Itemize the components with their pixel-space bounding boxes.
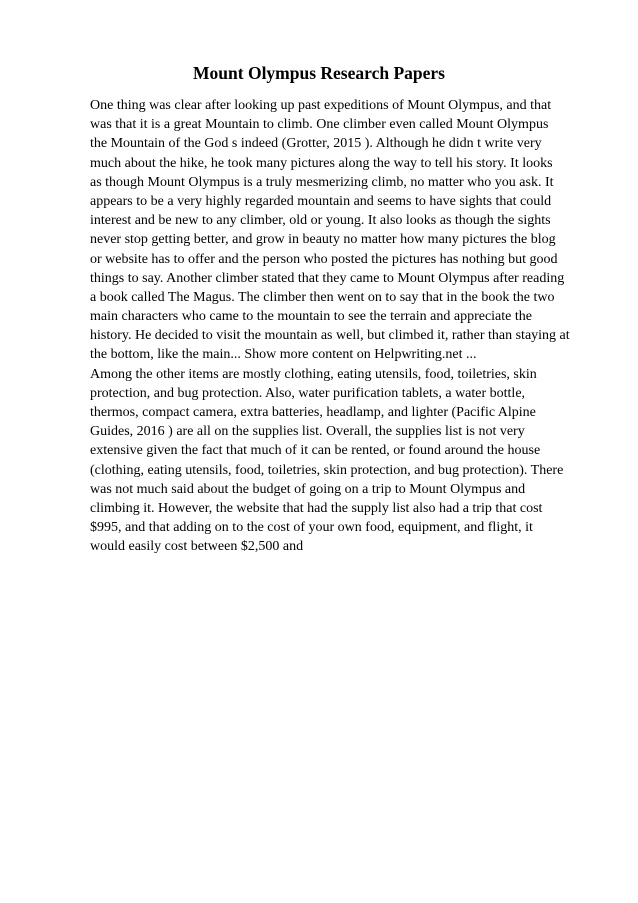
body-line: would easily cost between $2,500 and bbox=[90, 539, 304, 555]
body-line: the bottom, like the main... Show more content on Helpwriting.net ... bbox=[90, 347, 477, 363]
body-line: as though Mount Olympus is a truly mesmerizing climb, no matter who you ask. It bbox=[90, 174, 554, 190]
body-line: Among the other items are mostly clothing, eating utensils, food, toiletries, skin bbox=[90, 366, 537, 382]
body-line: interest and be new to any climber, old or young. It also looks as though the sights bbox=[90, 213, 551, 229]
body-line: or website has to offer and the person who posted the pictures has nothing but good bbox=[90, 251, 558, 267]
body-line: extensive given the fact that much of it can be rented, or found around the house bbox=[90, 443, 541, 459]
body-line: protection, and bug protection. Also, water purification tablets, a water bottle, bbox=[90, 385, 526, 401]
body-line: climbing it. However, the website that had the supply list also had a trip that cost bbox=[90, 500, 543, 516]
body-line: main characters who came to the mountain to see the terrain and appreciate the bbox=[90, 309, 532, 325]
body-line: was that it is a great Mountain to climb. One climber even called Mount Olympus bbox=[90, 117, 549, 133]
body-line: the Mountain of the God s indeed (Grotter, 2015 ). Although he didn t write very bbox=[90, 136, 542, 152]
body-line: (clothing, eating utensils, food, toiletries, skin protection, and bug protection). There bbox=[90, 462, 564, 478]
body-line: appears to be a very highly regarded mountain and seems to have sights that could bbox=[90, 193, 552, 209]
body-line: was not much said about the budget of going on a trip to Mount Olympus and bbox=[90, 481, 526, 497]
document-body bbox=[90, 96, 610, 557]
body-line: things to say. Another climber stated that they came to Mount Olympus after reading bbox=[90, 270, 565, 286]
body-line: $995, and that adding on to the cost of your own food, equipment, and flight, it bbox=[90, 520, 533, 536]
body-line: Guides, 2016 ) are all on the supplies list. Overall, the supplies list is not very bbox=[90, 424, 525, 440]
body-line: thermos, compact camera, extra batteries, headlamp, and lighter (Pacific Alpine bbox=[90, 405, 536, 420]
body-line: a book called The Magus. The climber then went on to say that in the book the two bbox=[90, 289, 555, 305]
body-line: history. He decided to visit the mountain as well, but climbed it, rather than staying at bbox=[90, 328, 570, 344]
body-line: One thing was clear after looking up past expeditions of Mount Olympus, and that bbox=[90, 98, 552, 113]
document-title: Mount Olympus Research Papers bbox=[193, 63, 445, 83]
body-line: much about the hike, he took many pictures along the way to tell his story. It looks bbox=[90, 155, 553, 171]
body-line: never stop getting better, and grow in beauty no matter how many pictures the blog bbox=[90, 232, 556, 248]
